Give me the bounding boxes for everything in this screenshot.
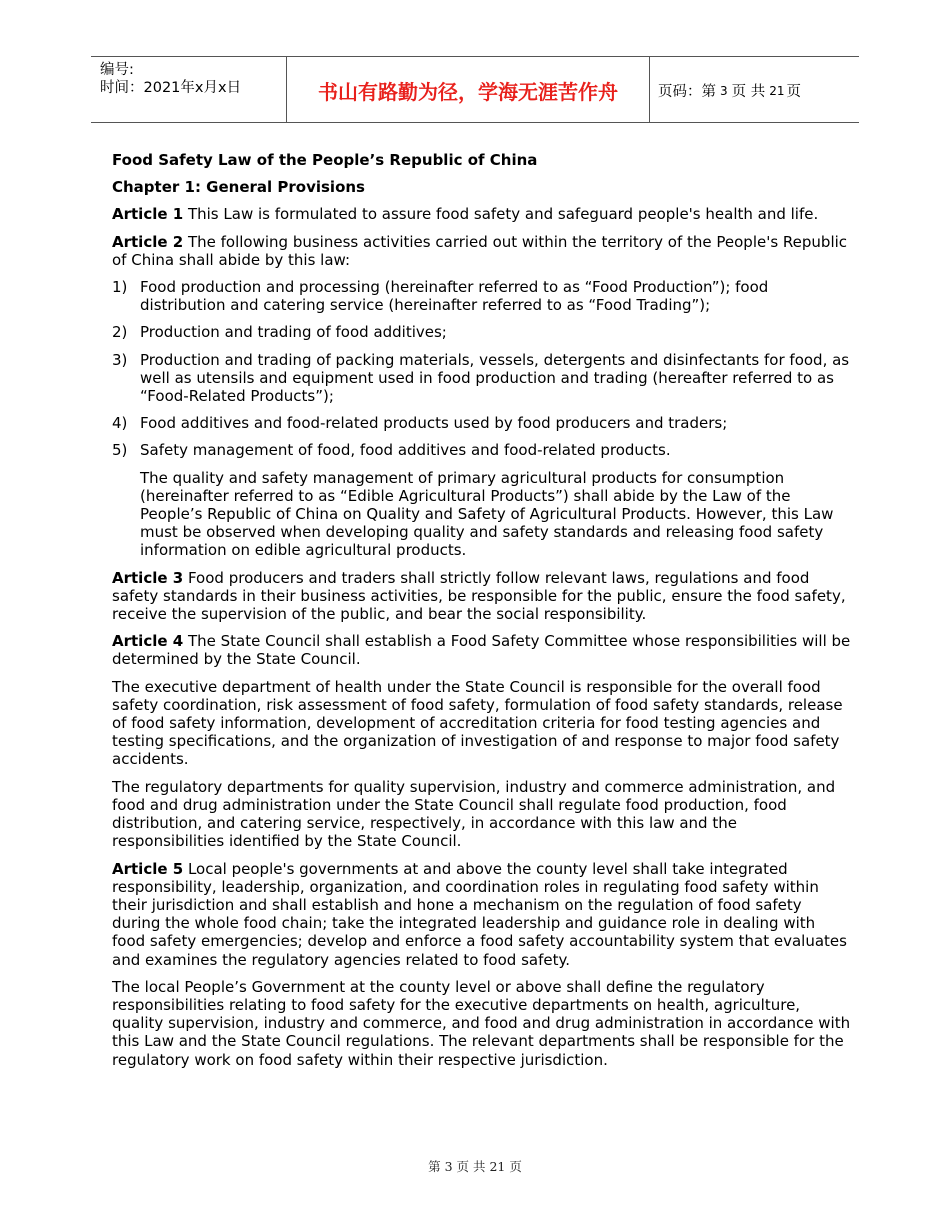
list-text: Production and trading of food additives; xyxy=(140,323,447,342)
article-2-text: The following business activities carried out within the territory of the People's Republic of China shall abide by this law: xyxy=(112,232,848,269)
document-title: Food Safety Law of the People’s Republic of China xyxy=(112,151,538,169)
article-4-label: Article 4 xyxy=(112,632,184,651)
page-end: 页 xyxy=(786,84,802,100)
list-number: 1) xyxy=(112,278,128,297)
article-4-paragraph: The regulatory departments for quality supervision, industry and commerce administration, and food and drug administration under the State Council shall regulate food production, food distribution, and catering service, respectively, in accordance with this law and the responsibilities identified by the State Council. xyxy=(112,777,836,851)
article-3-text: Food producers and traders shall strictly follow relevant laws, regulations and food safety standards in their business activities, be responsible for the public, ensure the food safety, receive the supervision of the public, and bear the social responsibility. xyxy=(112,568,846,624)
page-header xyxy=(91,56,859,123)
list-text: Safety management of food, food additives and food-related products. xyxy=(140,441,671,460)
article-2 xyxy=(112,233,852,269)
article-4 xyxy=(112,632,852,668)
article-4-text: The State Council shall establish a Food Safety Committee whose responsibilities will be determined by the State Council. xyxy=(112,632,851,669)
number-label: 编号: xyxy=(100,62,134,78)
list-text: Food additives and food-related products used by food producers and traders; xyxy=(140,414,728,433)
article-5 xyxy=(112,860,852,969)
header-meta xyxy=(91,57,287,122)
list-item xyxy=(112,441,852,459)
article-5-label: Article 5 xyxy=(112,859,184,878)
list-text: Food production and processing (hereinafter referred to as “Food Production”); food distribution and catering service (hereinafter referred to as “Food Trading”); xyxy=(140,278,769,315)
list-number: 5) xyxy=(112,441,128,460)
list-item xyxy=(112,278,852,314)
time-label: 时间：2021年x月x日 xyxy=(100,80,242,96)
document-body xyxy=(112,151,852,1078)
list-item xyxy=(112,351,852,406)
article-3 xyxy=(112,569,852,624)
page-footer: 第 3 页 共 21 页 xyxy=(428,1159,522,1174)
page-number: 3 xyxy=(720,83,728,98)
article-2-label: Article 2 xyxy=(112,232,184,251)
list-number: 2) xyxy=(112,323,128,342)
article-5-paragraph: The local People’s Government at the county level or above shall define the regulatory responsibilities relating to food safety for the executive departments on health, agriculture, quality supervision, industry and commerce, and food and drug administration in accordance with this Law and the State Council regulations. The relevant departments shall be responsible for the regulatory work on food safety within their respective jurisdiction. xyxy=(112,977,851,1069)
list-item xyxy=(112,414,852,432)
article-1 xyxy=(112,205,852,223)
article-3-label: Article 3 xyxy=(112,568,184,587)
article-1-text: This Law is formulated to assure food safety and safeguard people's health and life. xyxy=(187,205,819,224)
list-number: 4) xyxy=(112,414,128,433)
chapter-heading: Chapter 1: General Provisions xyxy=(112,178,365,197)
page-total: 21 xyxy=(769,83,785,98)
list-number: 3) xyxy=(112,350,128,369)
article-1-label: Article 1 xyxy=(112,205,184,224)
header-motto: 书山有路勤为径，学海无涯苦作舟 xyxy=(287,57,650,122)
list-item xyxy=(112,323,852,341)
header-page-info xyxy=(650,57,859,122)
article-2-note: The quality and safety management of primary agricultural products for consumption (hereinafter referred to as “Edible Agricultural Products”) shall abide by the Law of the People’s Republic of China on Quality and Safety of Agricultural Products. However, this Law must be observed when developing quality and safety standards and releasing food safety information on edible agricultural products. xyxy=(140,468,834,560)
list-text: Production and trading of packing materials, vessels, detergents and disinfectants for food, as well as utensils and equipment used in food production and trading (hereafter referred to as “Food-Related Products”); xyxy=(140,350,850,406)
page-label: 页码：第 xyxy=(658,84,716,100)
article-4-paragraph: The executive department of health under the State Council is responsible for the overall food safety coordination, risk assessment of food safety, formulation of food safety standards, release of food safety information, development of accreditation criteria for food testing agencies and testing specifications, and the organization of investigation of and response to major food safety accidents. xyxy=(112,677,843,769)
page-mid: 页 共 xyxy=(731,84,766,100)
article-5-text: Local people's governments at and above the county level shall take integrated responsibility, leadership, organization, and coordination roles in regulating food safety within their jurisdiction and shall establish and hone a mechanism on the regulation of food safety during the whole food chain; take the integrated leadership and guidance role in dealing with food safety emergencies; develop and enforce a food safety accountability system that evaluates and examines the regulatory agencies related to food safety. xyxy=(112,859,847,969)
